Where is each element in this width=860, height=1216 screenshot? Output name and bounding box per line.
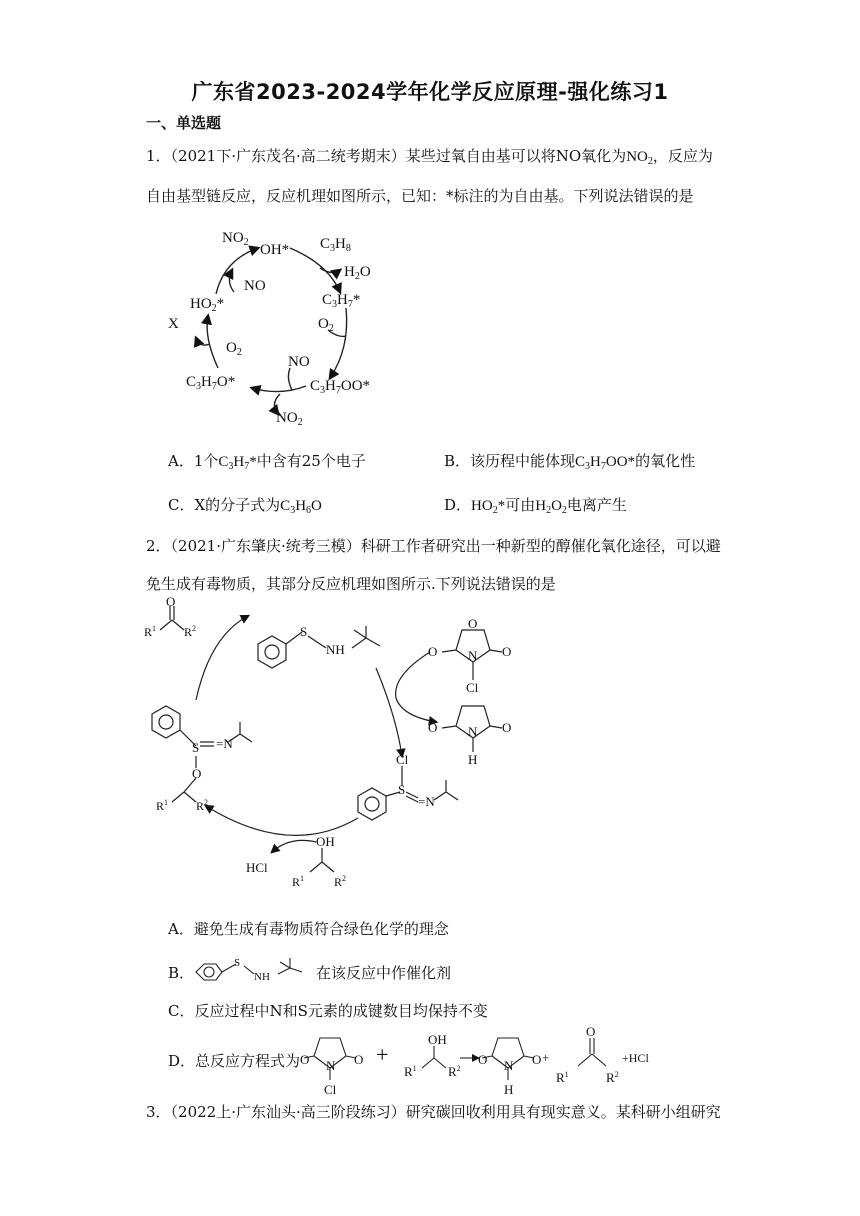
- svg-text:C3H7OO*: $C_3H_7OO*$: [310, 378, 371, 396]
- svg-text:H2O: $H_2O$: [344, 264, 371, 282]
- svg-text:+: +: [376, 1042, 389, 1067]
- svg-text:H: H: [504, 1082, 514, 1096]
- q2-mechanism-diagram: [140, 596, 520, 896]
- svg-text:+: +: [542, 1050, 550, 1065]
- q1-mechanism-diagram: [160, 218, 400, 434]
- svg-text:NO2: $NO_2$: [276, 410, 303, 428]
- svg-text:C3H7O*: $C_3H_7O*$: [186, 374, 236, 392]
- q1-stem-line1: 1．（2021下·广东茂名·高二统考期末）某些过氧自由基可以将NO氧化为$NO_2$，反应为: [146, 147, 713, 167]
- svg-text:R2: $R^2$: [448, 1064, 461, 1079]
- q1-no-label-top: NO: [244, 278, 266, 294]
- svg-text:H: H: [468, 752, 478, 767]
- svg-text:O: O: [428, 720, 438, 735]
- svg-text:O: O: [166, 596, 176, 609]
- svg-text:O: O: [354, 1052, 364, 1067]
- svg-text:O: O: [502, 644, 512, 659]
- catalyst-structure: [194, 958, 316, 986]
- svg-text:S: S: [234, 958, 241, 969]
- svg-text:N: N: [468, 648, 478, 663]
- svg-text:R2: $R^2$: [606, 1070, 619, 1085]
- svg-text:R1: $R^1$: [292, 874, 305, 889]
- svg-text:O: O: [502, 720, 512, 735]
- svg-text:Cl: Cl: [324, 1082, 337, 1096]
- svg-text:C3H8: $C_3H_8$: [320, 236, 351, 254]
- q2-option-c[interactable]: C．反应过程中N和S元素的成键数目均保持不变: [168, 1002, 488, 1020]
- svg-text:=N: =N: [418, 794, 435, 809]
- q2-hcl-label: HCl: [246, 860, 268, 875]
- svg-text:O: O: [192, 766, 202, 781]
- svg-text:O2: $O_2$: [318, 316, 334, 334]
- q2-option-a[interactable]: A．避免生成有毒物质符合绿色化学的理念: [168, 920, 449, 938]
- svg-text:NH: NH: [326, 642, 345, 657]
- svg-text:Cl: Cl: [396, 752, 409, 767]
- svg-text:N: N: [468, 724, 478, 739]
- svg-text:NH: NH: [254, 971, 270, 983]
- svg-text:R1: $R^1$: [156, 798, 169, 813]
- q2-option-b[interactable]: B． S NH 在该反应中作催化剂: [168, 958, 451, 986]
- q2-stem-line2: 免生成有毒物质，其部分反应机理如图所示.下列说法错误的是: [146, 575, 556, 593]
- overall-equation: [300, 1024, 700, 1096]
- svg-text:O: O: [532, 1052, 542, 1067]
- svg-text:C3H7*: $C_3H_7*$: [322, 292, 361, 310]
- svg-text:O2: $O_2$: [226, 340, 242, 358]
- section-heading: 一、单选题: [146, 114, 222, 132]
- svg-text:HO2*: $HO_2*$: [190, 296, 225, 314]
- q1-x-label: X: [168, 316, 179, 332]
- svg-text:R2: $R^2$: [196, 798, 209, 813]
- q3-stem-line1: 3．（2022上·广东汕头·高三阶段练习）研究碳回收利用具有现实意义。某科研小组研究: [146, 1103, 721, 1121]
- q1-option-d[interactable]: D．$HO_2*$可由$H_2O_2$电离产生: [444, 496, 627, 516]
- svg-text:N: N: [504, 1058, 514, 1073]
- svg-text:R1: $R^1$: [404, 1064, 417, 1079]
- q1-option-c[interactable]: C．X的分子式为$C_3H_6O$: [168, 496, 322, 516]
- svg-text:R2: $R^2$: [184, 624, 197, 639]
- svg-text:NO2: $NO_2$: [222, 230, 249, 248]
- svg-text:N: N: [326, 1058, 336, 1073]
- svg-text:R1: $R^1$: [144, 624, 157, 639]
- svg-text:R1: $R^1$: [556, 1070, 569, 1085]
- svg-text:Cl: Cl: [466, 680, 479, 695]
- svg-text:S: S: [300, 624, 308, 639]
- page-title: 广东省2023-2024学年化学反应原理-强化练习1: [191, 80, 669, 104]
- q1-stem-line2: 自由基型链反应，反应机理如图所示，已知：*标注的为自由基。下列说法错误的是: [146, 187, 694, 205]
- svg-text:OH: OH: [428, 1032, 447, 1047]
- svg-text:=N: =N: [216, 736, 233, 751]
- q2-option-d[interactable]: D．总反应方程式为 O O N Cl + OH $R^1$ $R^2$ O O N H + O $R^1$ $R^2$ +HCl: [168, 1024, 700, 1096]
- svg-text:O: O: [300, 1052, 310, 1067]
- q2-plus-hcl: +HCl: [622, 1051, 649, 1065]
- svg-text:O: O: [468, 616, 478, 631]
- svg-text:R2: $R^2$: [334, 874, 347, 889]
- svg-text:S: S: [398, 782, 406, 797]
- q1-option-b[interactable]: B．该历程中能体现$C_3H_7OO*$的氧化性: [444, 452, 696, 472]
- q1-no-label-mid: NO: [288, 354, 310, 370]
- svg-text:O: O: [428, 644, 438, 659]
- q1-option-a[interactable]: A．1个$C_3H_7*$中含有25个电子: [168, 452, 366, 472]
- q2-stem-line1: 2．（2021·广东肇庆·统考三模）科研工作者研究出一种新型的醇催化氧化途径，可以避: [146, 537, 721, 555]
- svg-text:OH: OH: [316, 834, 335, 849]
- svg-text:S: S: [192, 740, 200, 755]
- svg-text:O: O: [478, 1052, 488, 1067]
- svg-text:O: O: [586, 1024, 596, 1039]
- svg-text:OH*: OH*: [260, 242, 290, 258]
